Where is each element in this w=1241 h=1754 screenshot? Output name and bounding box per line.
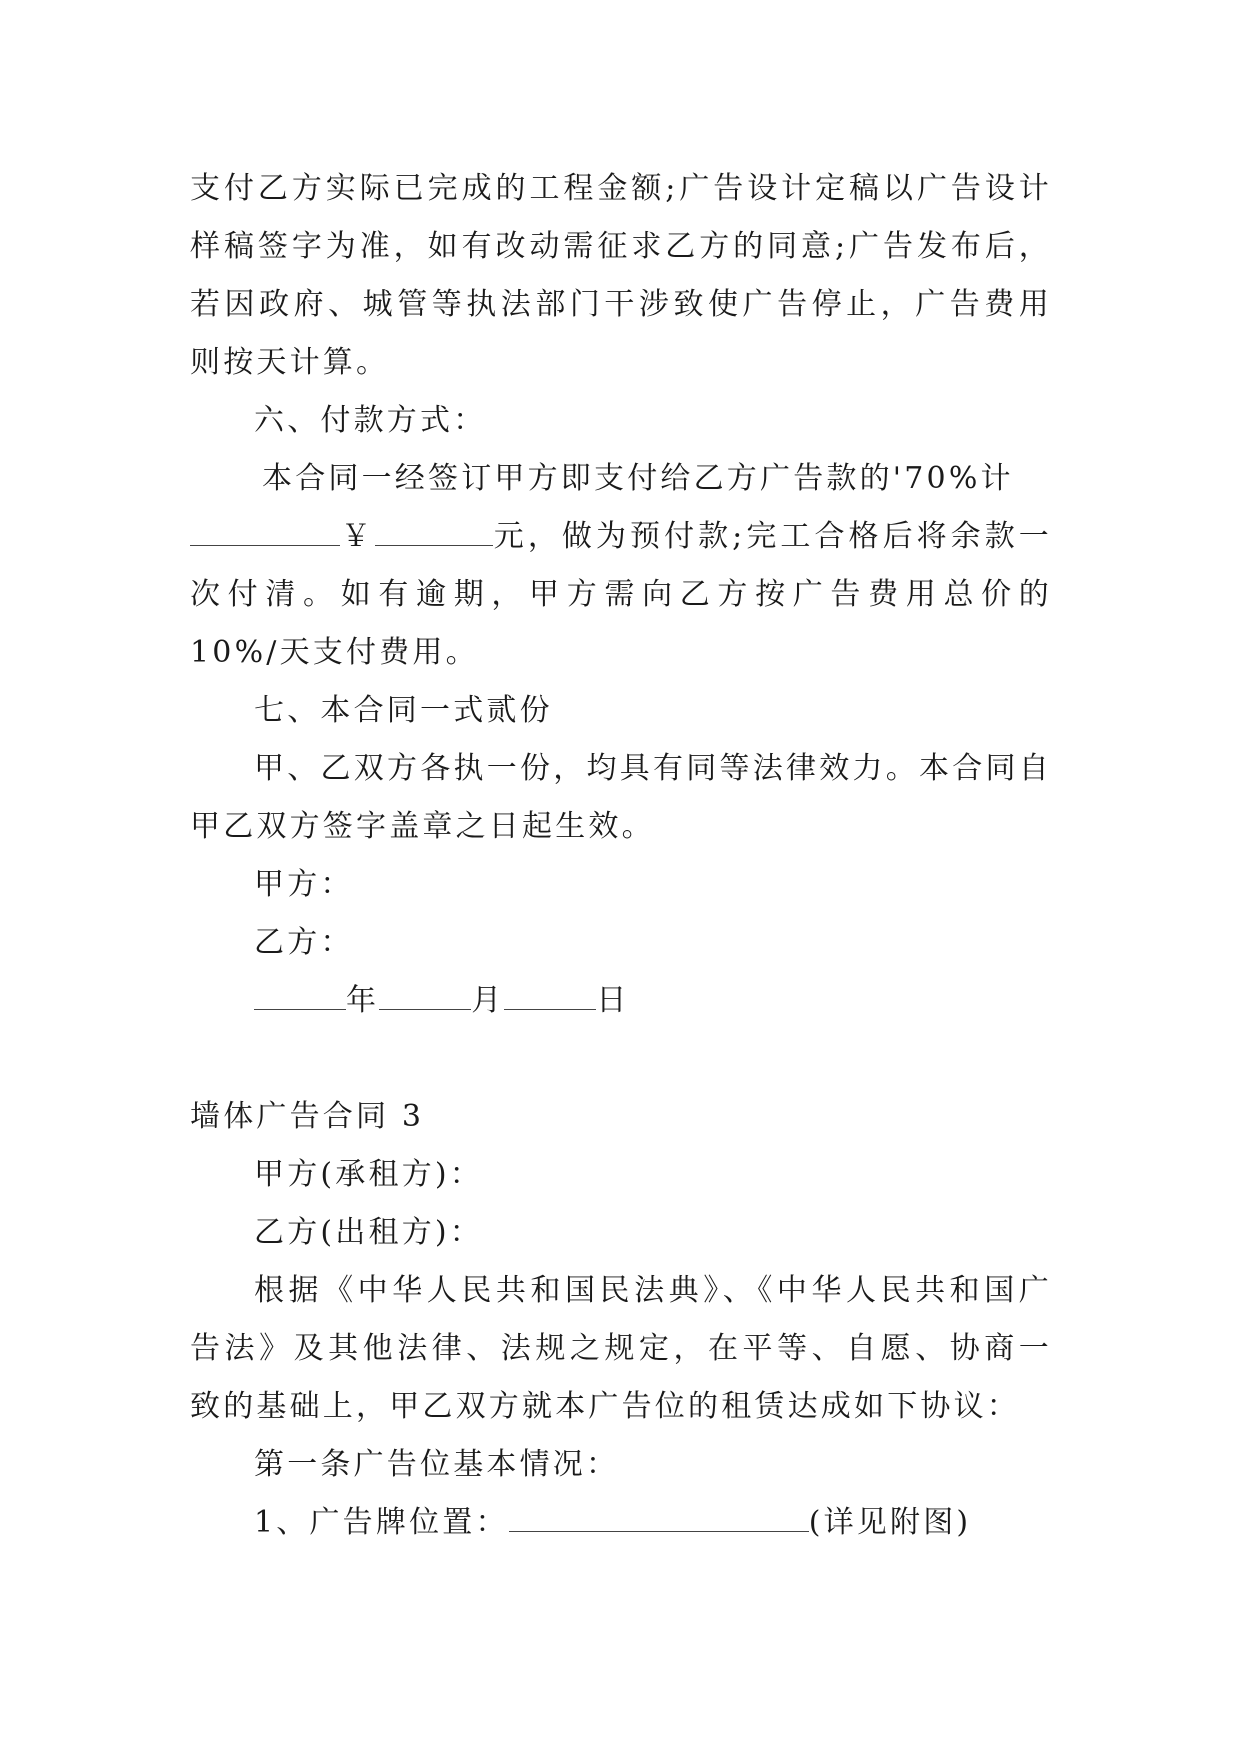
- section-heading-payment-method: 六、付款方式：: [254, 403, 487, 438]
- party-b-signature-label: 乙方：: [254, 925, 354, 960]
- section-heading-copies: 七、本合同一式贰份: [254, 693, 553, 728]
- amount-blank-1: [190, 519, 340, 546]
- contract-3-title: 墙体广告合同 3: [190, 1099, 425, 1134]
- see-attached-figure: (详见附图): [808, 1505, 972, 1540]
- month-blank: [379, 983, 471, 1010]
- yen-symbol: ￥: [340, 519, 375, 554]
- paragraph-payment-method: [190, 450, 1065, 682]
- day-label: 日: [596, 983, 630, 1018]
- payment-text-end: 元，做为预付款;完工合格后将余款一次付清。如有逾期，甲方需向乙方按广告费用总价的 10%/天支付费用。: [190, 519, 1065, 670]
- party-a-signature-label: 甲方：: [254, 867, 354, 902]
- article-1-heading: 第一条广告位基本情况：: [254, 1447, 620, 1482]
- year-blank: [254, 983, 346, 1010]
- amount-blank-2: [375, 519, 493, 546]
- payment-text-start: 本合同一经签订甲方即支付给乙方广告款的'70%计: [262, 461, 1014, 496]
- month-label: 月: [471, 983, 505, 1018]
- billboard-location-line: [190, 1494, 1052, 1552]
- signature-date-line: [190, 972, 1052, 1030]
- day-blank: [504, 983, 596, 1010]
- billboard-location-blank: [509, 1505, 809, 1532]
- party-a-lessee-label: 甲方(承租方)：: [254, 1157, 484, 1192]
- year-label: 年: [346, 983, 380, 1018]
- section-spacer: [190, 1030, 1052, 1088]
- document-page: [190, 160, 1065, 1552]
- paragraph-payment-terms: 支付乙方实际已完成的工程金额;广告设计定稿以广告设计样稿签字为准，如有改动需征求乙方的同意;广告发布后，若因政府、城管等执法部门干涉致使广告停止，广告费用则按天计算。: [190, 171, 1052, 380]
- party-b-lessor-label: 乙方(出租方)：: [254, 1215, 484, 1250]
- paragraph-copies: 甲、乙双方各执一份，均具有同等法律效力。本合同自甲乙双方签字盖章之日起生效。: [190, 751, 1052, 844]
- billboard-location-label: 1、广告牌位置：: [254, 1505, 509, 1540]
- paragraph-legal-basis: 根据《中华人民共和国民法典》、《中华人民共和国广告法》及其他法律、法规之规定，在平等、自愿、协商一致的基础上，甲乙双方就本广告位的租赁达成如下协议：: [190, 1273, 1052, 1424]
